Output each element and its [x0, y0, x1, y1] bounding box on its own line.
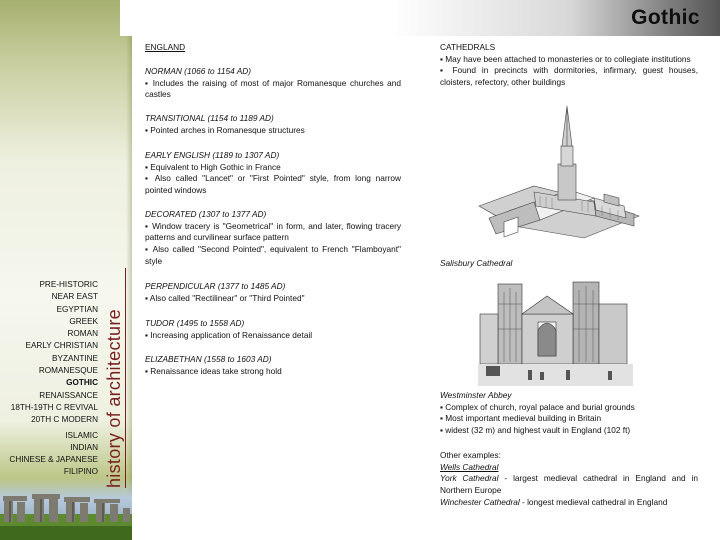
tudor-section [145, 318, 401, 341]
tudor-bullet-1: ▪ Increasing application of Renaissance detail [145, 329, 313, 340]
sidebar-divider [125, 268, 126, 488]
period-nav [9, 279, 98, 479]
cathedrals-bullet-2: ▪ Found in precincts with dormitories, infirmary, guest houses, cloisters, refectory, other buildings [440, 65, 698, 88]
early-english-bullet-1: ▪ Equivalent to High Gothic in France [145, 161, 281, 172]
page-title: Gothic [631, 6, 700, 29]
decorated-bullet-2: ▪ Also called "Second Pointed", equivalent to French "Flamboyant" style [145, 244, 401, 266]
period-indian[interactable]: INDIAN [70, 442, 98, 452]
westminster-section [440, 390, 698, 437]
period-egyptian[interactable]: EGYPTIAN [56, 304, 98, 314]
york-entry [440, 473, 698, 496]
period-chinese-japanese[interactable]: CHINESE & JAPANESE [9, 455, 98, 465]
period-islamic[interactable]: ISLAMIC [65, 430, 98, 440]
transitional-bullet-1: ▪ Pointed arches in Romanesque structures [145, 124, 305, 135]
elizabethan-bullet-1: ▪ Renaissance ideas take strong hold [145, 365, 282, 376]
period-romanesque[interactable]: ROMANESQUE [38, 366, 98, 376]
westminster-bullet-1: ▪ Complex of church, royal palace and burial grounds [440, 401, 635, 412]
norman-title: NORMAN (1066 to 1154 AD) [145, 66, 252, 76]
period-renaissance[interactable]: RENAISSANCE [39, 390, 98, 400]
transitional-title: TRANSITIONAL (1154 to 1189 AD) [145, 113, 274, 123]
period-roman[interactable]: ROMAN [67, 329, 98, 339]
decorated-section [145, 209, 401, 268]
norman-section [145, 66, 401, 101]
title-bar [120, 0, 720, 36]
winchester-desc: - longest medieval cathedral in England [519, 496, 668, 507]
period-prehistoric[interactable]: PRE-HISTORIC [39, 280, 98, 289]
period-revival[interactable]: 18TH-19TH C REVIVAL [10, 402, 98, 412]
tudor-title: TUDOR (1495 to 1558 AD) [145, 318, 245, 328]
perpendicular-section [145, 281, 401, 304]
westminster-abbey-image [478, 274, 633, 386]
salisbury-caption: Salisbury Cathedral [440, 258, 513, 268]
other-examples-heading: Other examples: [440, 450, 501, 460]
period-early-christian[interactable]: EARLY CHRISTIAN [25, 341, 98, 351]
period-filipino[interactable]: FILIPINO [63, 467, 98, 477]
westminster-title: Westminster Abbey [440, 390, 512, 400]
period-modern[interactable]: 20TH C MODERN [31, 415, 98, 425]
westminster-bullet-2: ▪ Most important medieval building in Britain [440, 413, 602, 424]
transitional-section [145, 113, 401, 136]
cathedrals-bullet-1: ▪ May have been attached to monasteries or to collegiate institutions [440, 53, 691, 64]
salisbury-caption-block [440, 258, 698, 270]
early-english-section [145, 150, 401, 197]
elizabethan-title: ELIZABETHAN (1558 to 1603 AD) [145, 354, 272, 364]
salisbury-cathedral-image [474, 106, 644, 254]
period-gothic[interactable]: GOTHIC [66, 378, 98, 388]
early-english-title: EARLY ENGLISH (1189 to 1307 AD) [145, 150, 280, 160]
perpendicular-bullet-1: ▪ Also called "Rectilinear" or "Third Pointed" [145, 292, 305, 303]
england-heading-block [145, 42, 401, 54]
england-heading: ENGLAND [145, 42, 186, 52]
winchester-name: Winchester Cathedral [440, 496, 520, 507]
wells-cathedral: Wells Cathedral [440, 461, 499, 472]
cathedrals-heading: CATHEDRALS [440, 42, 496, 52]
decorated-title: DECORATED (1307 to 1377 AD) [145, 209, 267, 219]
early-english-bullet-2: ▪ Also called "Lancet" or "First Pointed" style, from long narrow pointed windows [145, 173, 401, 196]
series-title: history of architecture [104, 309, 124, 488]
elizabethan-section [145, 354, 401, 377]
period-greek[interactable]: GREEK [69, 316, 98, 326]
winchester-entry [440, 497, 698, 509]
period-byzantine[interactable]: BYZANTINE [52, 353, 98, 363]
york-name: York Cathedral [440, 473, 499, 484]
other-examples-section [440, 450, 698, 509]
westminster-bullet-3: ▪ widest (32 m) and highest vault in England (102 ft) [440, 425, 631, 436]
decorated-bullet-1: ▪ Window tracery is "Geometrical" in form, and later, flowing tracery patterns and curvilinear surface pattern [145, 220, 401, 243]
york-desc: - largest medieval cathedral in England and in Northern Europe [440, 473, 698, 496]
perpendicular-title: PERPENDICULAR (1377 to 1485 AD) [145, 281, 286, 291]
period-near-east[interactable]: NEAR EAST [51, 292, 98, 302]
sidebar-shade [126, 0, 132, 540]
cathedrals-intro [440, 42, 698, 89]
norman-bullet-1: ▪ Includes the raising of most of major Romanesque churches and castles [145, 77, 401, 100]
